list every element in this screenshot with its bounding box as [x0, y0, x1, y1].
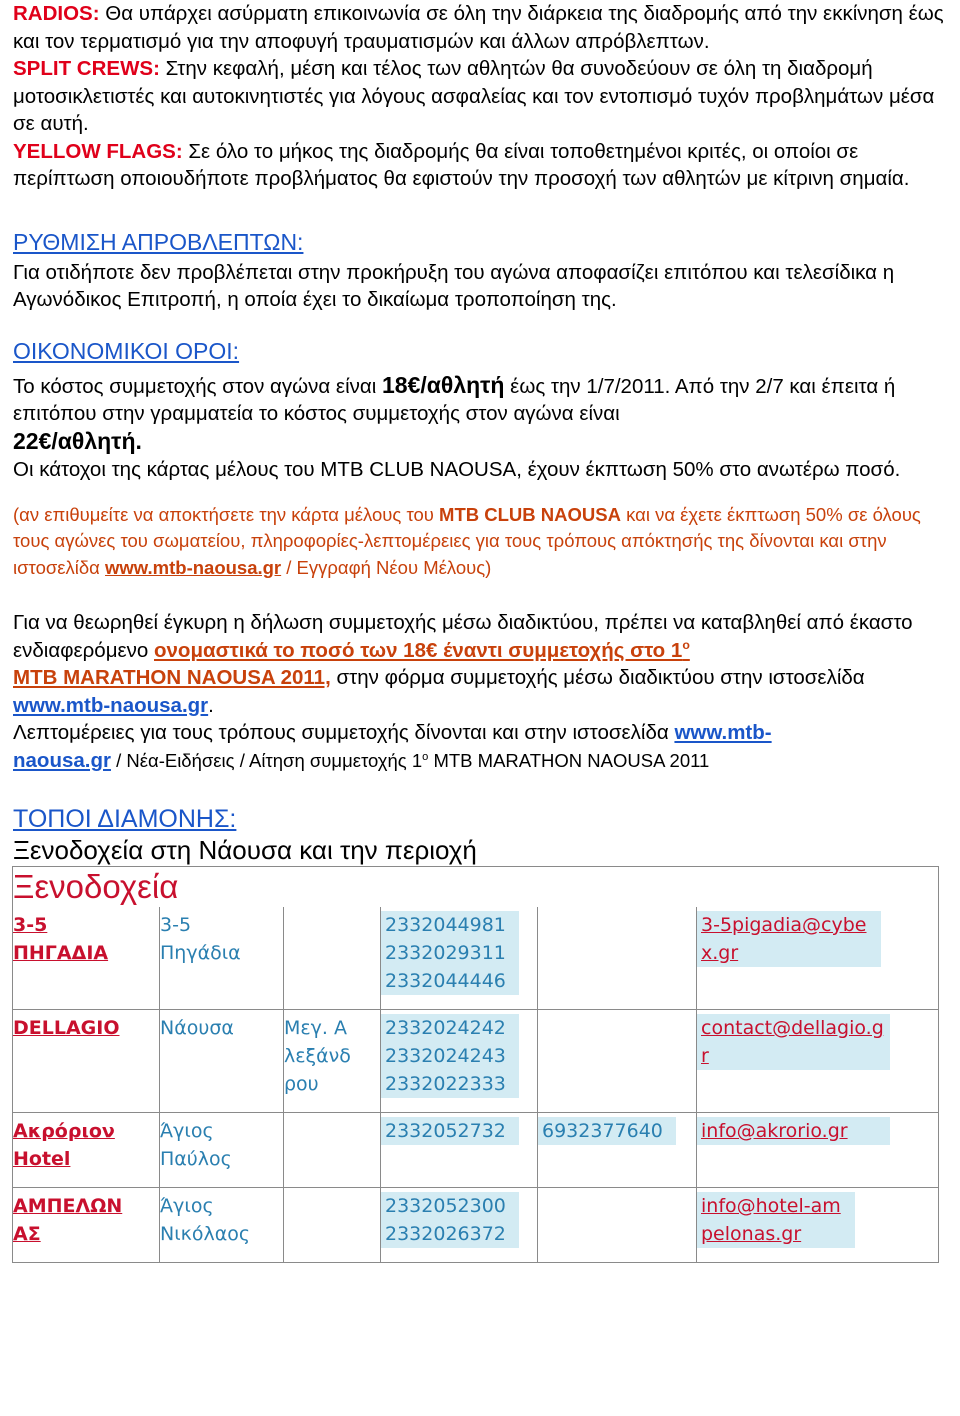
finance-heading: ΟΙΚΟΝΟΜΙΚΟΙ ΟΡΟΙ:: [13, 337, 240, 364]
fee-text-2: έως την 1/7/2011. Από την 2/7 και έπειτα ή επιτόπου στην γραμματεία το κόστος συμμετοχής στον αγώνα είναι: [13, 374, 896, 425]
hotel-email[interactable]: contact@dellagio.gr: [697, 1014, 890, 1070]
registration-text: [13, 609, 948, 774]
hotel-email[interactable]: info@akrorio.gr: [697, 1117, 890, 1145]
unforeseen-text: Για οτιδήποτε δεν προβλέπεται στην προκήρυξη του αγώνα αποφασίζει επιτόπου και τελεσίδικα η Αγωνόδικος Επιτροπή, η οποία έχει το δικαίωμα τροποποίηση της.: [13, 260, 895, 311]
table-row: [13, 1010, 939, 1113]
reg-emphasis-1: ονομαστικά το ποσό των 18€ έναντι συμμετοχής στο $1^o$: [154, 637, 690, 662]
hotel-mobile: 6932377640: [538, 1117, 676, 1145]
reg-text-5: .: [208, 693, 214, 717]
finance-text: [13, 372, 948, 484]
table-title-row: [13, 867, 939, 908]
document-page: [13, 0, 948, 1263]
finance-section: [13, 336, 948, 582]
reg-url-link-2b[interactable]: naousa.gr: [13, 748, 111, 772]
split-crews-label: SPLIT CREWS:: [13, 57, 160, 80]
hotel-place: Άγιος Νικόλαος: [160, 1195, 251, 1245]
table-row: [13, 1113, 939, 1188]
note-club: MTB CLUB NAOUSA: [439, 503, 621, 525]
membership-note: [13, 502, 948, 582]
unforeseen-section: [13, 227, 948, 314]
members-discount: Οι κάτοχοι της κάρτας μέλους του MTB CLUB NAOUSA, έχουν έκπτωση 50% στο ανωτέρω ποσό.: [13, 458, 901, 481]
hotel-name[interactable]: DELLAGIO: [13, 1017, 120, 1039]
note-text-2: και να έχετε έκπτωση 50% σε όλους τους αγώνες του σωματείου, πληροφορίες-λεπτομέρειες για τους τρόπους απόκτησής της δίνονται και στην ιστοσελίδα: [13, 503, 921, 578]
reg-url-link-2a[interactable]: www.mtb-: [674, 721, 772, 744]
table-title: Ξενοδοχεία: [13, 868, 179, 905]
hotel-name[interactable]: ΑΜΠΕΛΩΝΑΣ: [13, 1195, 123, 1245]
unforeseen-heading: ΡΥΘΜΙΣΗ ΑΠΡΟΒΛΕΠΤΩΝ:: [13, 228, 304, 255]
hotel-phones: 2332024242 2332024243 2332022333: [381, 1014, 519, 1098]
reg-text-1: Για να θεωρηθεί έγκυρη η δήλωση συμμετοχής μέσω διαδικτύου, πρέπει να καταβληθεί από έκαστο ενδιαφερόμενο: [13, 611, 913, 662]
fee-text-1: Το κόστος συμμετοχής στον αγώνα είναι: [13, 374, 382, 398]
accommodation-section: [13, 804, 948, 1263]
hotel-email[interactable]: 3-5pigadia@cybex.gr: [697, 911, 881, 967]
table-row: [13, 907, 939, 1010]
fee-early: 18€/αθλητή: [381, 371, 505, 398]
hotel-place: Άγιος Παύλος: [160, 1120, 232, 1170]
rules-block: [13, 0, 948, 193]
hotel-place: 3-5 Πηγάδια: [160, 914, 241, 964]
yellow-flags-text: Σε όλο το μήκος της διαδρομής θα είναι τοποθετημένοι κριτές, οι οποίοι σε περίπτωση οποιουδήποτε προβλήματος θα εφιστούν την προσοχή των αθλητών με κίτρινη σημαία.: [13, 139, 910, 190]
hotels-table: [12, 866, 939, 1263]
yellow-flags-label: YELLOW FLAGS:: [13, 139, 183, 163]
split-crews-text: Στην κεφαλή, μέση και τέλος των αθλητών θα συνοδεύουν σε όλη τη διαδρομή μοτοσικλετιστές και αυτοκινητιστές για λόγους ασφαλείας και τον εντοπισμό τυχόν προβλημάτων μέσα σε αυτή.: [13, 57, 935, 135]
hotel-phones: 2332052732: [381, 1117, 519, 1145]
hotel-place: Νάουσα: [160, 1017, 234, 1039]
note-text-3: / Εγγραφή Νέου Μέλους): [281, 556, 492, 578]
note-text-1: (αν επιθυμείτε να αποκτήσετε την κάρτα μέλους του: [13, 503, 440, 525]
reg-text-6: Λεπτομέρειες για τους τρόπους συμμετοχής δίνονται και στην ιστοσελίδα: [13, 721, 675, 744]
radios-label: RADIOS:: [13, 2, 100, 25]
hotel-phones: 2332044981 2332029311 2332044446: [381, 911, 519, 995]
radios-text: Θα υπάρχει ασύρματη επικοινωνία σε όλη την διάρκεια της διαδρομής από την εκκίνηση έως και τον τερματισμό για την αποφυγή τραυματισμών και άλλων απρόβλεπτων.: [13, 2, 944, 53]
hotel-area: Μεγ. Αλεξάνδρου: [284, 1017, 351, 1095]
reg-emphasis-2: MTB MARATHON NAOUSA 2011,: [13, 666, 331, 689]
reg-text-4: στην φόρμα συμμετοχής μέσω διαδικτύου στην ιστοσελίδα: [330, 666, 865, 689]
reg-url-link[interactable]: www.mtb-naousa.gr: [13, 693, 209, 717]
reg-text-7: / Νέα-Ειδήσεις / Αίτηση συμμετοχής $1^o$ MTB MARATHON NAOUSA 2011: [110, 749, 710, 771]
hotel-email[interactable]: info@hotel-ampelonas.gr: [697, 1192, 855, 1248]
hotel-phones: 2332052300 2332026372: [381, 1192, 519, 1248]
hotel-name[interactable]: Ακρόριον Hotel: [13, 1120, 115, 1170]
accommodation-subheading: Ξενοδοχεία στη Νάουσα και την περιοχή: [13, 835, 477, 865]
fee-late: 22€/αθλητή.: [13, 427, 142, 454]
accommodation-heading: ΤΟΠΟΙ ΔΙΑΜΟΝΗΣ:: [13, 805, 237, 833]
hotel-name[interactable]: 3-5 ΠΗΓΑΔΙΑ: [13, 914, 109, 964]
table-row: [13, 1188, 939, 1263]
note-url-link[interactable]: www.mtb-naousa.gr: [105, 556, 282, 578]
